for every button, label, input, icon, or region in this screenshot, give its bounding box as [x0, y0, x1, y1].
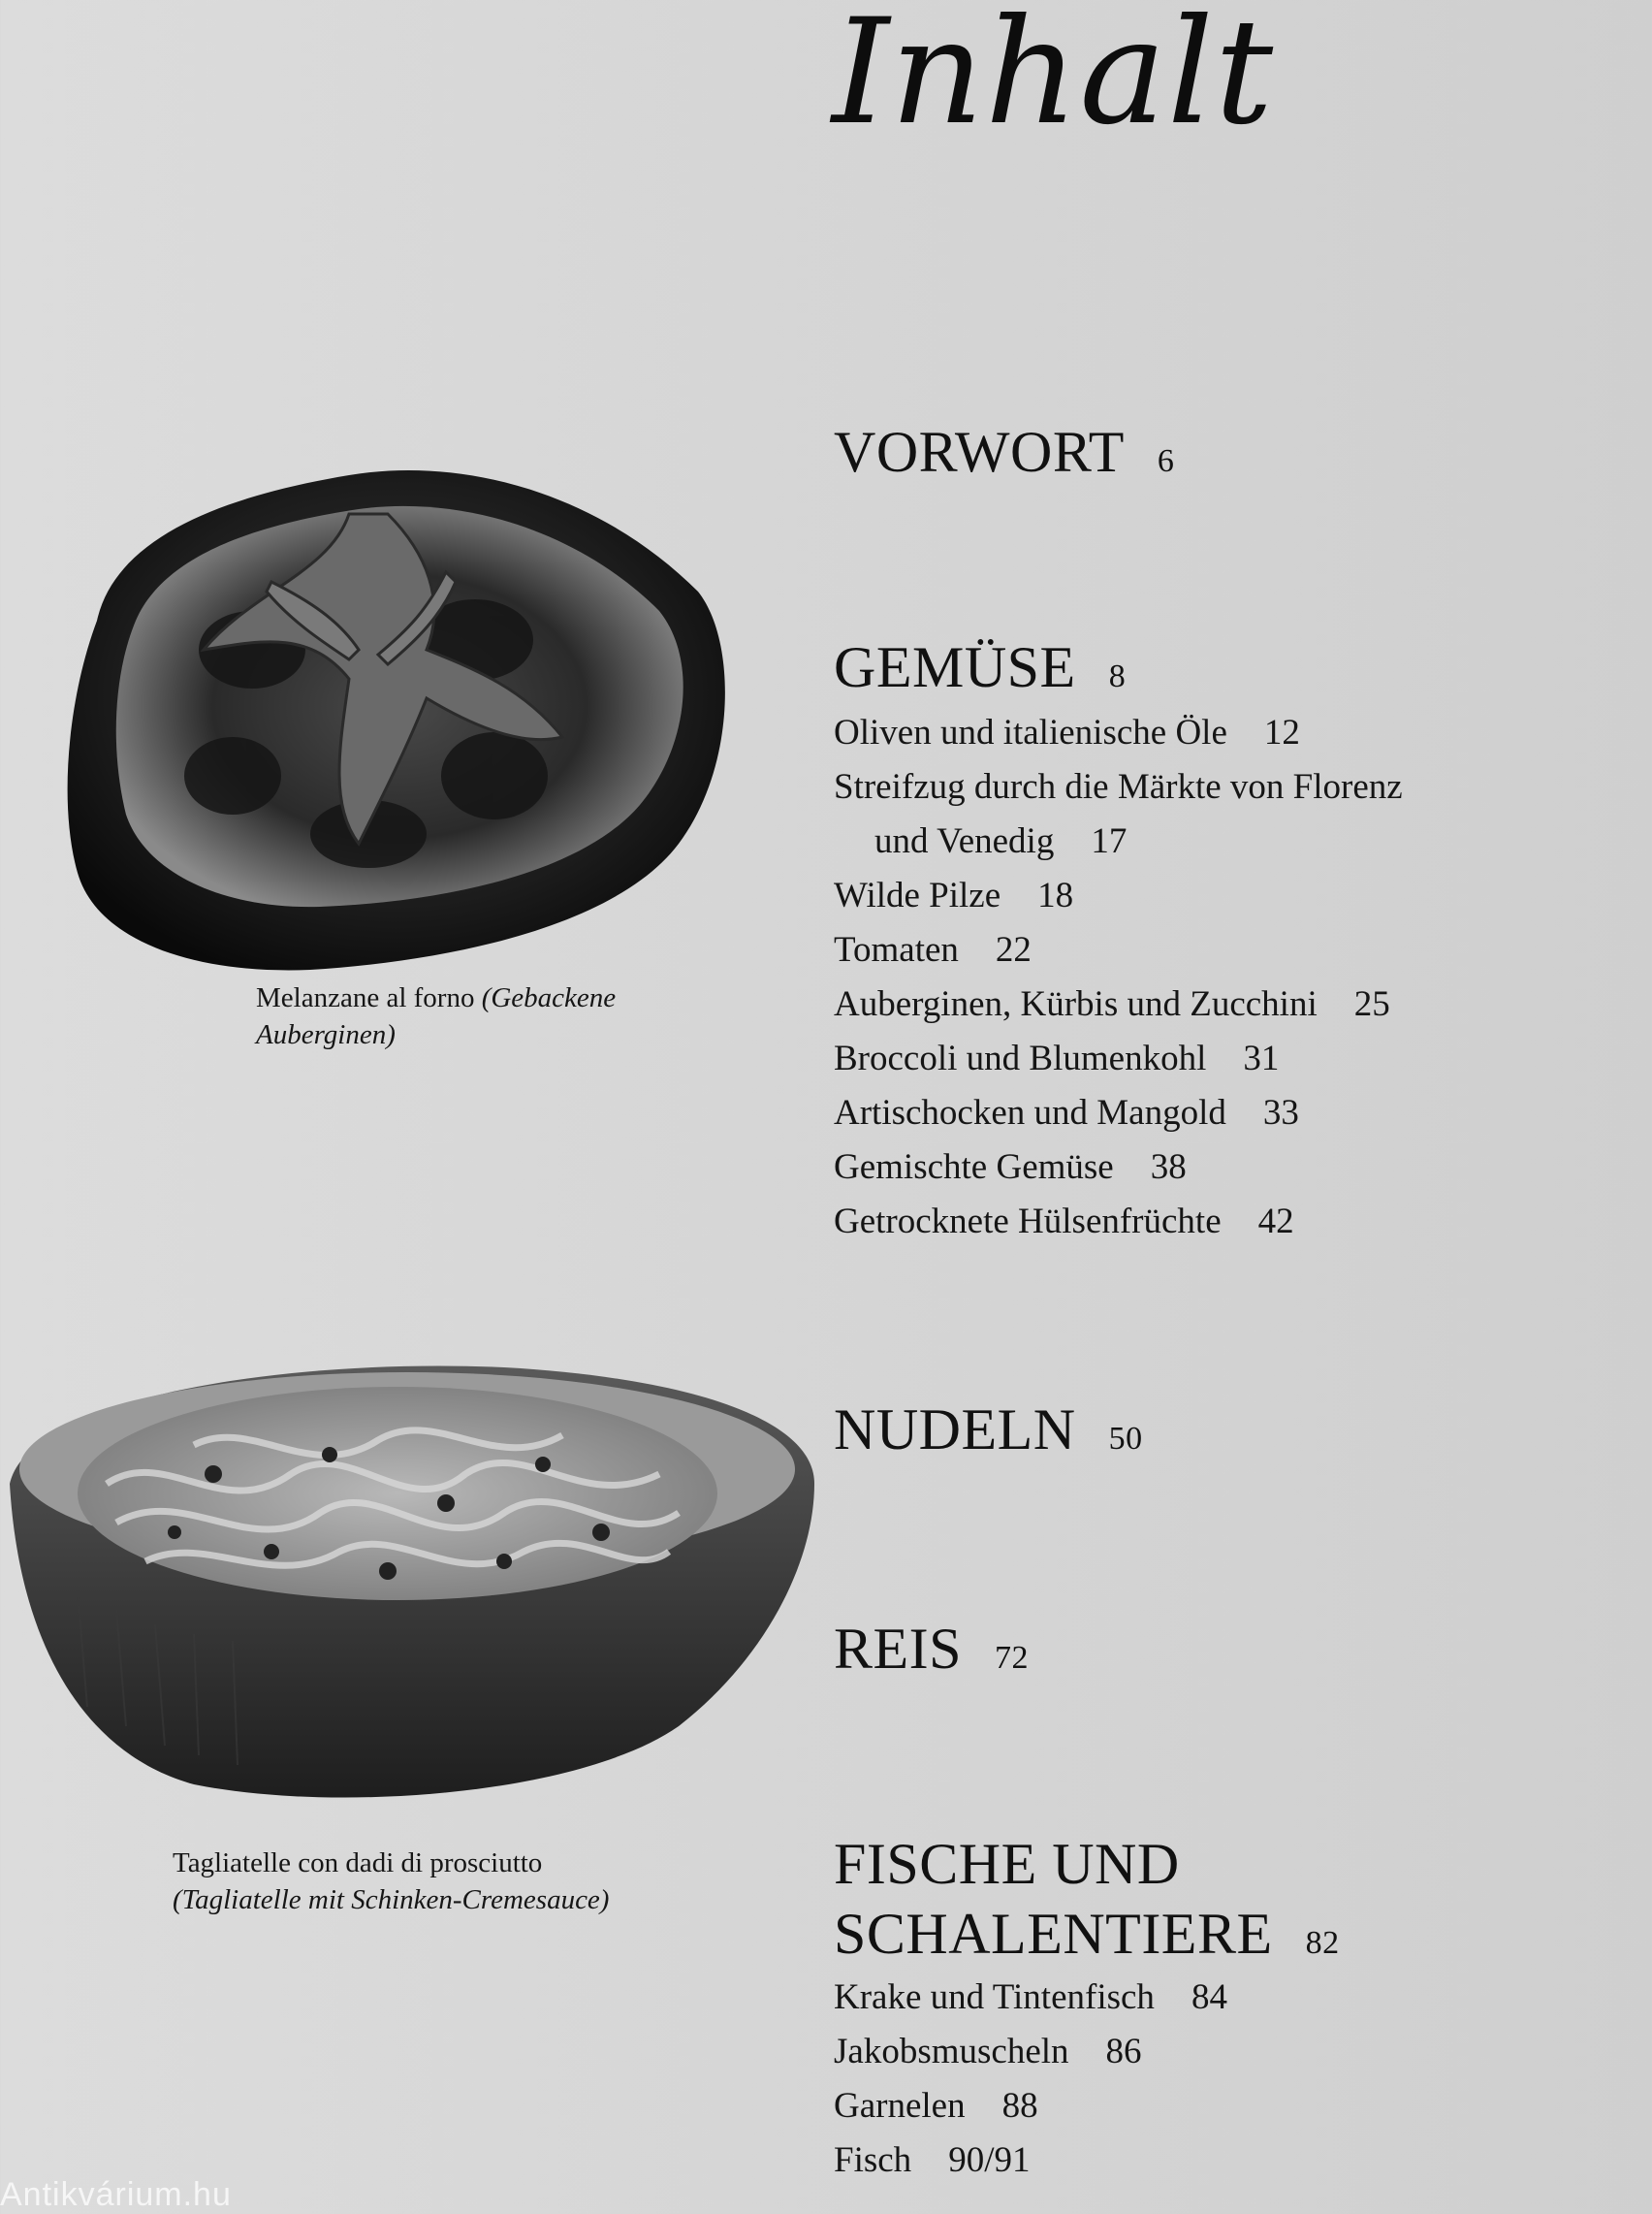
section-label: VORWORT: [834, 420, 1125, 484]
toc-entry[interactable]: Fisch 90/91: [834, 2140, 1031, 2180]
tagliatelle-photo: [0, 1338, 824, 1823]
toc-entry[interactable]: Oliven und italienische Öle 12: [834, 713, 1300, 753]
photo2-caption: [173, 1845, 609, 1918]
photo1-caption: [256, 979, 616, 1053]
toc-entry[interactable]: Broccoli und Blumenkohl 31: [834, 1039, 1280, 1078]
section-page: 82: [1305, 1925, 1340, 1961]
watermark: Antikvárium.hu: [0, 2176, 232, 2213]
photo2-caption-translation: (Tagliatelle mit Schinken-Cremesauce): [173, 1884, 610, 1915]
toc-section-vorwort[interactable]: [834, 417, 1174, 497]
toc-entry[interactable]: Artischocken und Mangold 33: [834, 1093, 1299, 1133]
fische-entries: [834, 1971, 1227, 2188]
section-label: REIS: [834, 1617, 963, 1681]
page-title: Inhalt: [832, 0, 1275, 157]
toc-entry-continued[interactable]: und Venedig 17: [874, 821, 1128, 861]
photo1-caption-translation: (Gebackene: [481, 982, 617, 1013]
photo2-caption-name: Tagliatelle con dadi di prosciutto: [173, 1847, 543, 1878]
toc-entry[interactable]: Tomaten 22: [834, 930, 1032, 970]
eggplant-photo: [58, 456, 737, 989]
toc-entry[interactable]: Garnelen 88: [834, 2086, 1038, 2126]
section-label: NUDELN: [834, 1397, 1076, 1461]
section-page: 6: [1157, 443, 1175, 479]
photo1-caption-name: Melanzane al forno: [256, 982, 475, 1013]
section-label-line1: FISCHE UND: [834, 1832, 1180, 1896]
section-label: GEMÜSE: [834, 635, 1076, 699]
section-page: 50: [1108, 1421, 1143, 1457]
section-page: 8: [1108, 658, 1127, 694]
toc-entry[interactable]: Wilde Pilze 18: [834, 876, 1074, 915]
photo1-caption-translation-cont: Auberginen): [256, 1019, 396, 1050]
toc-entry[interactable]: Jakobsmuscheln 86: [834, 2032, 1142, 2071]
section-page: 72: [995, 1640, 1030, 1676]
toc-entry[interactable]: Auberginen, Kürbis und Zucchini 25: [834, 984, 1390, 1024]
toc-entry[interactable]: Gemischte Gemüse 38: [834, 1147, 1187, 1187]
toc-section-fische[interactable]: [834, 1829, 1340, 1978]
toc-section-reis[interactable]: [834, 1614, 1029, 1693]
toc-entry[interactable]: Krake und Tintenfisch 84: [834, 1977, 1227, 2017]
toc-section-nudeln[interactable]: [834, 1395, 1143, 1474]
toc-section-gemuese[interactable]: [834, 632, 1126, 712]
toc-entry[interactable]: Streifzug durch die Märkte von Florenz: [834, 767, 1403, 807]
toc-entry[interactable]: Getrocknete Hülsenfrüchte 42: [834, 1202, 1294, 1241]
gemuese-entries: [834, 706, 1403, 1249]
section-label-line2: SCHALENTIERE: [834, 1902, 1273, 1966]
